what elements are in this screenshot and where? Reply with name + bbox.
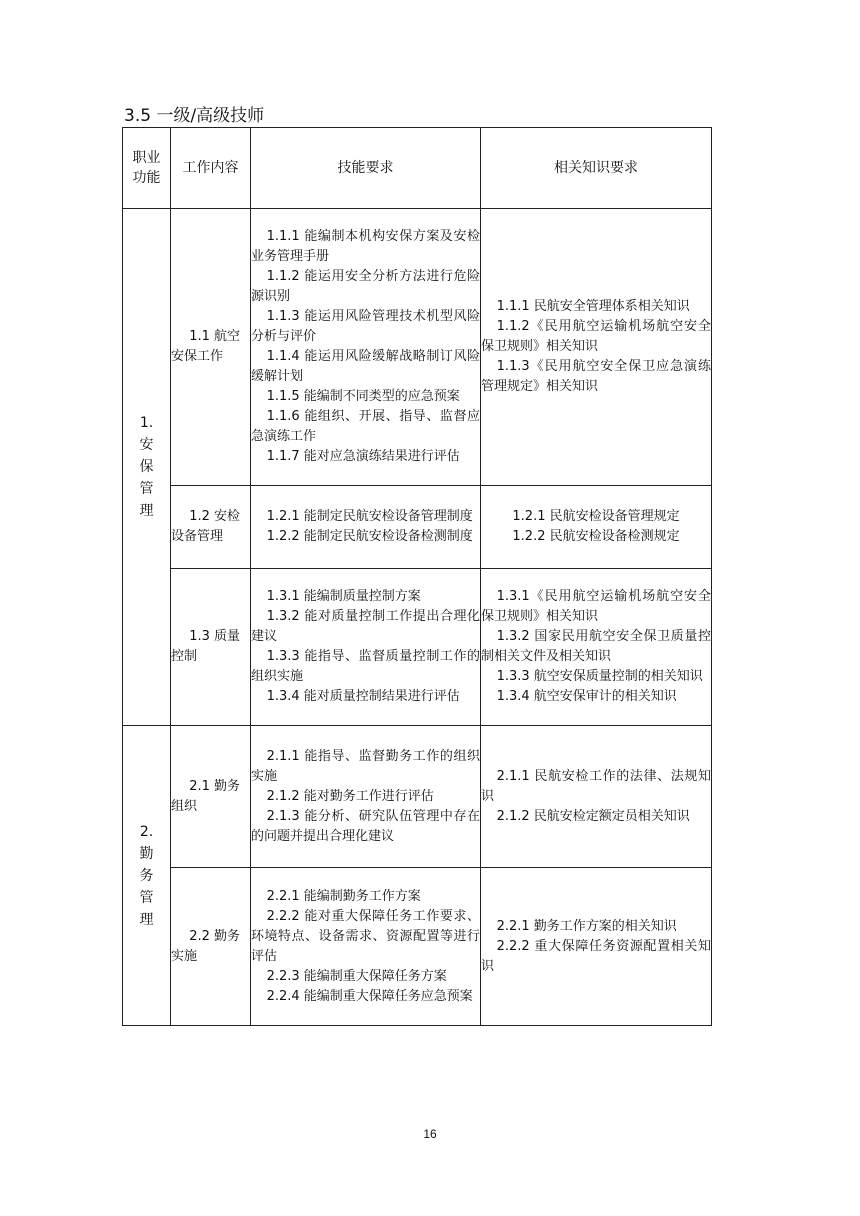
skill-cell: 2.2.1 能编制勤务工作方案 2.2.2 能对重大保障任务工作要求、环境特点、设备需求、资源配置等进行评估 2.2.3 能编制重大保障任务方案 2.2.4 能编制重大保障任务应急预案 — [251, 868, 481, 1026]
skill-cell: 1.3.1 能编制质量控制方案 1.3.2 能对质量控制工作提出合理化建议 1.3.3 能指导、监督质量控制工作的组织实施 1.3.4 能对质量控制结果进行评估 — [251, 569, 481, 726]
table-row — [123, 569, 712, 726]
work-content-cell: 2.2 勤务实施 — [171, 868, 251, 1026]
knowledge-cell: 2.1.1 民航安检工作的法律、法规知识 2.1.2 民航安检定额定员相关知识 — [481, 726, 712, 868]
function-cell: 2. 勤 务 管 理 — [123, 726, 171, 1026]
header-function: 职业 功能 — [123, 128, 171, 209]
section-title: 3.5 一级/高级技师 — [124, 106, 265, 126]
work-content-cell: 1.1 航空安保工作 — [171, 209, 251, 486]
header-knowledge: 相关知识要求 — [481, 128, 712, 209]
knowledge-cell: 2.2.1 勤务工作方案的相关知识 2.2.2 重大保障任务资源配置相关知识 — [481, 868, 712, 1026]
knowledge-cell: 1.3.1《民用航空运输机场航空安全保卫规则》相关知识 1.3.2 国家民用航空安全保卫质量控制相关文件及相关知识 1.3.3 航空安保质量控制的相关知识 1.3.4 航空安保审计的相关知识 — [481, 569, 712, 726]
table-row — [123, 868, 712, 1026]
table-row — [123, 486, 712, 569]
skill-cell: 1.2.1 能制定民航安检设备管理制度 1.2.2 能制定民航安检设备检测制度 — [251, 486, 481, 569]
work-content-cell: 1.3 质量控制 — [171, 569, 251, 726]
work-content-cell: 2.1 勤务组织 — [171, 726, 251, 868]
table-row — [123, 209, 712, 486]
work-content-cell: 1.2 安检设备管理 — [171, 486, 251, 569]
page-number: 16 — [423, 1127, 437, 1141]
header-work: 工作内容 — [171, 128, 251, 209]
knowledge-cell: 1.2.1 民航安检设备管理规定 1.2.2 民航安检设备检测规定 — [481, 486, 712, 569]
skill-cell: 1.1.1 能编制本机构安保方案及安检业务管理手册 1.1.2 能运用安全分析方法进行危险源识别 1.1.3 能运用风险管理技术机型风险分析与评价 1.1.4 能运用风险缓解战略制订风险缓解计划 1.1.5 能编制不同类型的应急预案 1.1.6 能组织、开展、指导、监督应急演练工作 1.1.7 能对应急演练结果进行评估 — [251, 209, 481, 486]
knowledge-cell: 1.1.1 民航安全管理体系相关知识 1.1.2《民用航空运输机场航空安全保卫规则》相关知识 1.1.3《民用航空安全保卫应急演练管理规定》相关知识 — [481, 209, 712, 486]
table-header-row — [123, 128, 712, 209]
header-skill: 技能要求 — [251, 128, 481, 209]
function-cell: 1. 安 保 管 理 — [123, 209, 171, 726]
skill-cell: 2.1.1 能指导、监督勤务工作的组织实施 2.1.2 能对勤务工作进行评估 2.1.3 能分析、研究队伍管理中存在的问题并提出合理化建议 — [251, 726, 481, 868]
table-row — [123, 726, 712, 868]
skill-standard-table — [122, 127, 712, 1026]
